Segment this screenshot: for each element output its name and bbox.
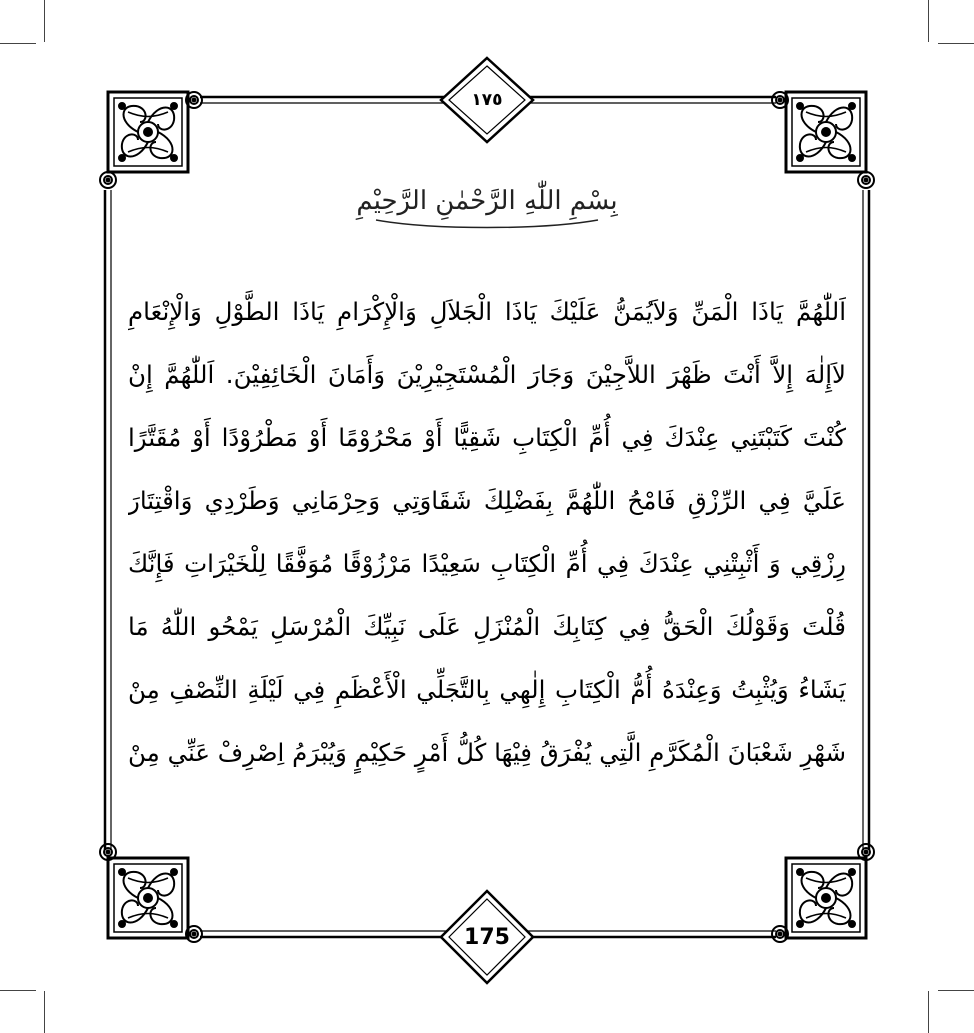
text-line: كُنْتَ كَتَبْتَنِي عِنْدَكَ فِي أُمِّ الْكِتَابِ شَقِيًّا أَوْ مَحْرُوْمًا أَوْ مَطْرُوْدًا أَوْ مُقَتَّرًا bbox=[128, 423, 846, 452]
page-number-arabic: ١٧٥ bbox=[471, 90, 503, 110]
prayer-text bbox=[128, 280, 846, 784]
text-line: قُلْتَ وَقَوْلُكَ الْحَقُّ فِي كِتَابِكَ الْمُنْزَلِ عَلَى نَبِيِّكَ الْمُرْسَلِ يَمْحُو اللّٰهُ مَا bbox=[128, 612, 846, 641]
basmala-calligraphy: بِسْمِ اللّٰهِ الرَّحْمٰنِ الرَّحِيْمِ bbox=[356, 186, 618, 216]
text-line: لاَإِلٰهَ إِلاَّ أَنْتَ ظَهْرَ اللاَّجِيْنَ وَجَارَ الْمُسْتَجِيْرِيْنَ وَأَمَانَ الْخَائِفِيْنَ. اَللّٰهُمَّ إِنْ bbox=[128, 360, 846, 389]
text-line: رِزْقِي وَ أَثْبِتْنِي عِنْدَكَ فِي أُمِّ الْكِتَابِ سَعِيْدًا مَرْزُوْقًا مُوَفَّقًا لِلْخَيْرَاتِ فَإِنَّكَ bbox=[128, 549, 846, 578]
text-line: شَهْرِ شَعْبَانَ الْمُكَرَّمِ الَّتِي يُفْرَقُ فِيْهَا كُلُّ أَمْرٍ حَكِيْمٍ وَيُبْرَمُ اِصْرِفْ عَنِّي مِنْ bbox=[128, 738, 846, 767]
text-line: يَشَاءُ وَيُثْبِتُ وَعِنْدَهُ أُمُّ الْكِتَابِ إِلٰهِي بِالتَّجَلِّي الْأَعْظَمِ فِي لَيْلَةِ النِّصْفِ مِنْ bbox=[128, 675, 846, 704]
text-line: عَلَيَّ فِي الرِّزْقِ فَامْحُ اللّٰهُمَّ بِفَضْلِكَ شَقَاوَتِي وَحِرْمَانِي وَطَرْدِي وَاقْتِتَارَ bbox=[128, 486, 846, 515]
text-line: اَللّٰهُمَّ يَاذَا الْمَنِّ وَلاَيُمَنُّ عَلَيْكَ يَاذَا الْجَلاَلِ وَالْإِكْرَامِ يَاذَا الطَّوْلِ وَالْإِنْعَامِ bbox=[128, 297, 846, 326]
basmala-flourish bbox=[372, 214, 602, 232]
page-number-latin: 175 bbox=[464, 925, 510, 950]
